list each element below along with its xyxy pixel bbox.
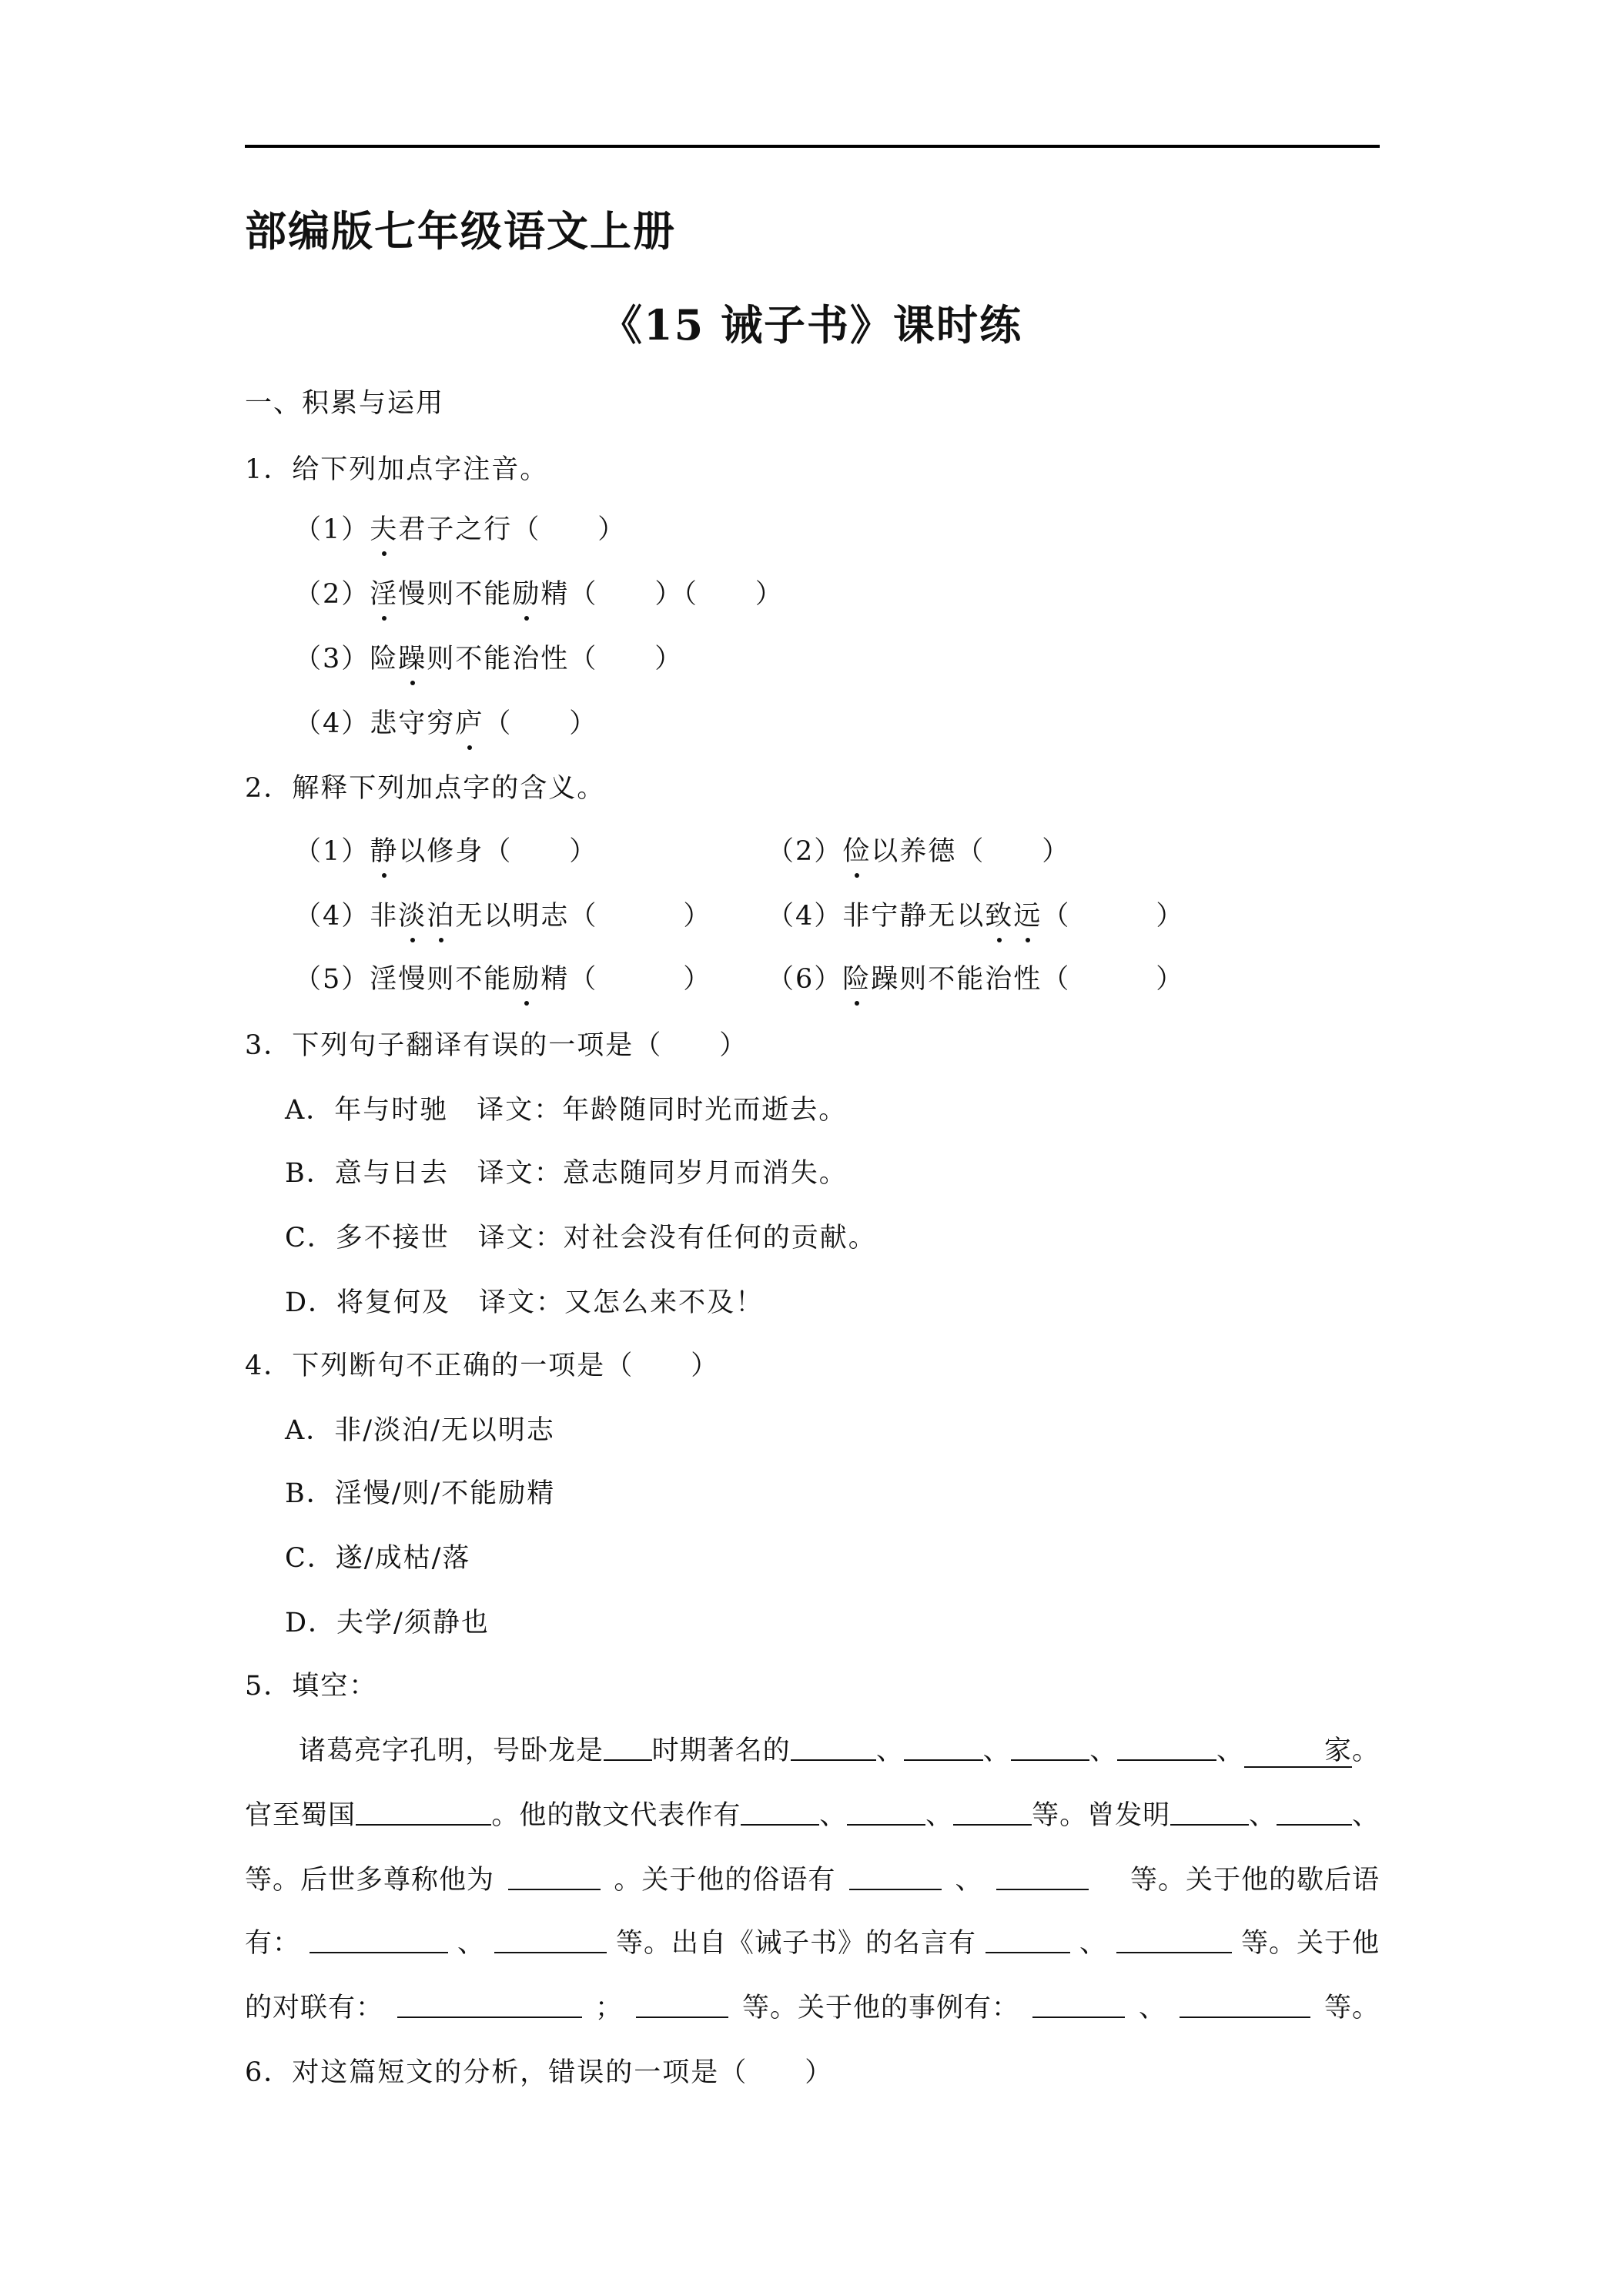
answer-blank[interactable] [1180,1986,1310,2018]
q5-line-3-sep-1: 、 [955,1865,983,1896]
q2-item-3-prefix: （4）非 [294,901,399,932]
q3-option-a: A．年与时驰 译文：年龄随同时光而逝去。 [285,1095,848,1126]
q3-option-c: C．多不接世 译文：对社会没有任何的贡献。 [285,1223,877,1253]
answer-blank[interactable] [741,1794,819,1826]
q5-line-1-end: 。 [1351,1735,1380,1766]
answer-blank[interactable] [791,1729,876,1761]
q4-option-c: C．遂/成枯/落 [285,1543,471,1574]
answer-blank[interactable] [356,1794,491,1826]
q1-item-1-rest: 君子之行（ ） [398,514,627,545]
answer-blank[interactable] [1277,1794,1352,1826]
section-heading: 一、积累与运用 [245,388,445,419]
q5-line-2-sep-1: 、 [819,1800,848,1831]
q5-line-2-text-3: 等。曾发明 [1032,1800,1171,1831]
answer-blank[interactable] [397,1986,582,2018]
q5-line-4-text-2: 等。出自《诫子书》的名言有 [615,1928,976,1959]
q5-line-1-text-1: 诸葛亮字孔明，号卧龙是 [299,1735,604,1766]
q5-line-5-text-1: 的对联有： [245,1993,384,2023]
q2-item-1 [294,830,597,869]
answer-blank[interactable] [1170,1794,1249,1826]
q5-line-2-sep-3: 、 [1248,1800,1277,1831]
q1-stem: 1．给下列加点字注音。 [245,454,549,485]
q3-option-b: B．意与日去 译文：意志随同岁月而消失。 [285,1158,848,1189]
answer-blank[interactable] [508,1859,601,1890]
q5-line-5 [245,1986,1380,2025]
q5-line-4-text-3: 等。关于他 [1240,1928,1380,1959]
q5-line-4-sep-1: 、 [457,1928,485,1959]
q2-item-5-rest: 精（ ） [540,964,712,995]
q5-line-2-text-2: 。他的散文代表作有 [491,1800,741,1831]
dotted-char: 致 [985,895,1013,933]
q1-item-2 [294,573,784,611]
q5-line-2-text-1: 官至蜀国 [245,1800,356,1831]
q5-line-5-sep-2: 、 [1138,1993,1166,2023]
q5-line-1-text-2: 时期著名的 [651,1735,791,1766]
q1-item-1-prefix: （1） [294,514,370,545]
q1-item-1 [294,508,626,547]
q5-line-3-text-1: 等。后世多尊称他为 [245,1865,495,1896]
answer-blank[interactable] [849,1859,942,1890]
q2-item-1-rest: 以修身（ ） [398,836,598,867]
q1-item-3-prefix: （3）险 [294,644,399,674]
q5-line-1 [245,1729,1380,1768]
q1-item-3-rest: 则不能治性（ ） [427,644,684,674]
dotted-char: 泊 [427,895,455,933]
q2-item-6-prefix: （6） [767,964,843,995]
q5-line-4 [245,1922,1380,1960]
answer-blank[interactable] [636,1986,728,2018]
answer-blank[interactable] [953,1794,1032,1826]
q4-option-d: D．夫学/须静也 [285,1608,490,1638]
dotted-char: 俭 [842,830,871,869]
q2-item-6 [767,958,1184,996]
q2-item-4 [767,895,1184,933]
answer-blank[interactable] [1116,1922,1232,1953]
answer-blank[interactable] [604,1729,652,1761]
dotted-char: 淫 [370,573,398,611]
q5-line-3 [245,1859,1380,1897]
q4-option-a: A．非/淡泊/无以明志 [285,1415,555,1446]
q5-line-4-sep-2: 、 [1079,1928,1107,1959]
answer-blank[interactable] [986,1922,1070,1953]
q2-item-4-rest: （ ） [1042,901,1185,932]
q1-item-4-rest: （ ） [484,708,598,739]
q2-stem: 2．解释下列加点字的含义。 [245,773,606,804]
q5-line-3-text-2: 。关于他的俗语有 [614,1865,836,1896]
q1-item-2-prefix: （2） [294,579,370,610]
q2-item-2-prefix: （2） [767,836,843,867]
q2-item-6-rest: 躁则不能治性（ ） [871,964,1185,995]
q2-item-1-prefix: （1） [294,836,370,867]
q5-line-1-sep-2: 、 [982,1735,1011,1766]
dotted-char: 夫 [370,508,398,547]
q1-item-4-prefix: （4）悲守穷 [294,708,456,739]
dotted-char: 励 [512,958,540,996]
q2-item-4-prefix: （4）非宁静无以 [767,901,986,932]
q5-stem: 5．填空： [245,1671,378,1702]
dotted-char: 远 [1013,895,1042,933]
answer-blank[interactable] [1011,1729,1090,1761]
q5-line-1-sep-4: 、 [1216,1735,1244,1766]
q5-line-2-sep-2: 、 [925,1800,954,1831]
q3-stem: 3．下列句子翻译有误的一项是（ ） [245,1030,748,1061]
answer-blank[interactable] [494,1922,607,1953]
q5-line-2 [245,1794,1380,1832]
q2-item-2-rest: 以养德（ ） [871,836,1071,867]
dotted-char: 躁 [398,638,427,676]
q2-item-5-prefix: （5）淫慢则不能 [294,964,513,995]
dotted-char: 庐 [455,702,484,741]
q1-item-2-rest: 精（ ）（ ） [540,579,784,610]
answer-blank[interactable] [1117,1729,1216,1761]
q1-item-2-mid: 慢则不能 [398,579,513,610]
q5-line-1-underlined: 家 [1323,1735,1352,1766]
answer-blank[interactable] [904,1729,983,1761]
header-rule [245,145,1380,148]
answer-blank[interactable] [1244,1737,1324,1769]
q5-line-5-sep-1: ； [594,1993,623,2023]
q2-item-5 [294,958,711,996]
dotted-char: 淡 [398,895,427,933]
q2-item-3-rest: 无以明志（ ） [455,901,712,932]
q5-line-4-text-1: 有： [245,1928,301,1959]
dotted-char: 险 [842,958,871,996]
q5-line-1-sep-3: 、 [1089,1735,1118,1766]
dotted-char: 静 [370,830,398,869]
dotted-char: 励 [512,573,540,611]
q4-stem: 4．下列断句不正确的一项是（ ） [245,1350,720,1381]
q2-item-2 [767,830,1070,869]
q2-item-3 [294,895,711,933]
q5-line-5-text-3: 等。 [1323,1993,1380,2023]
q5-line-2-sep-4: 、 [1351,1800,1380,1831]
q3-option-d: D．将复何及 译文：又怎么来不及！ [285,1287,765,1318]
answer-blank[interactable] [847,1794,925,1826]
document-title: 部编版七年级语文上册 [245,206,676,256]
q5-line-1-sep-1: 、 [875,1735,904,1766]
answer-blank[interactable] [1032,1986,1125,2018]
q5-line-5-text-2: 等。关于他的事例有： [741,1993,1019,2023]
q6-stem: 6．对这篇短文的分析，错误的一项是（ ） [245,2057,834,2088]
q5-line-3-text-3: 等。关于他的歇后语 [1102,1865,1380,1896]
q1-item-4 [294,702,597,741]
lesson-title: 《15 诫子书》课时练 [601,300,1022,350]
answer-blank[interactable] [996,1859,1089,1890]
q4-option-b: B．淫慢/则/不能励精 [285,1478,556,1509]
answer-blank[interactable] [310,1922,448,1953]
q1-item-3 [294,638,683,676]
